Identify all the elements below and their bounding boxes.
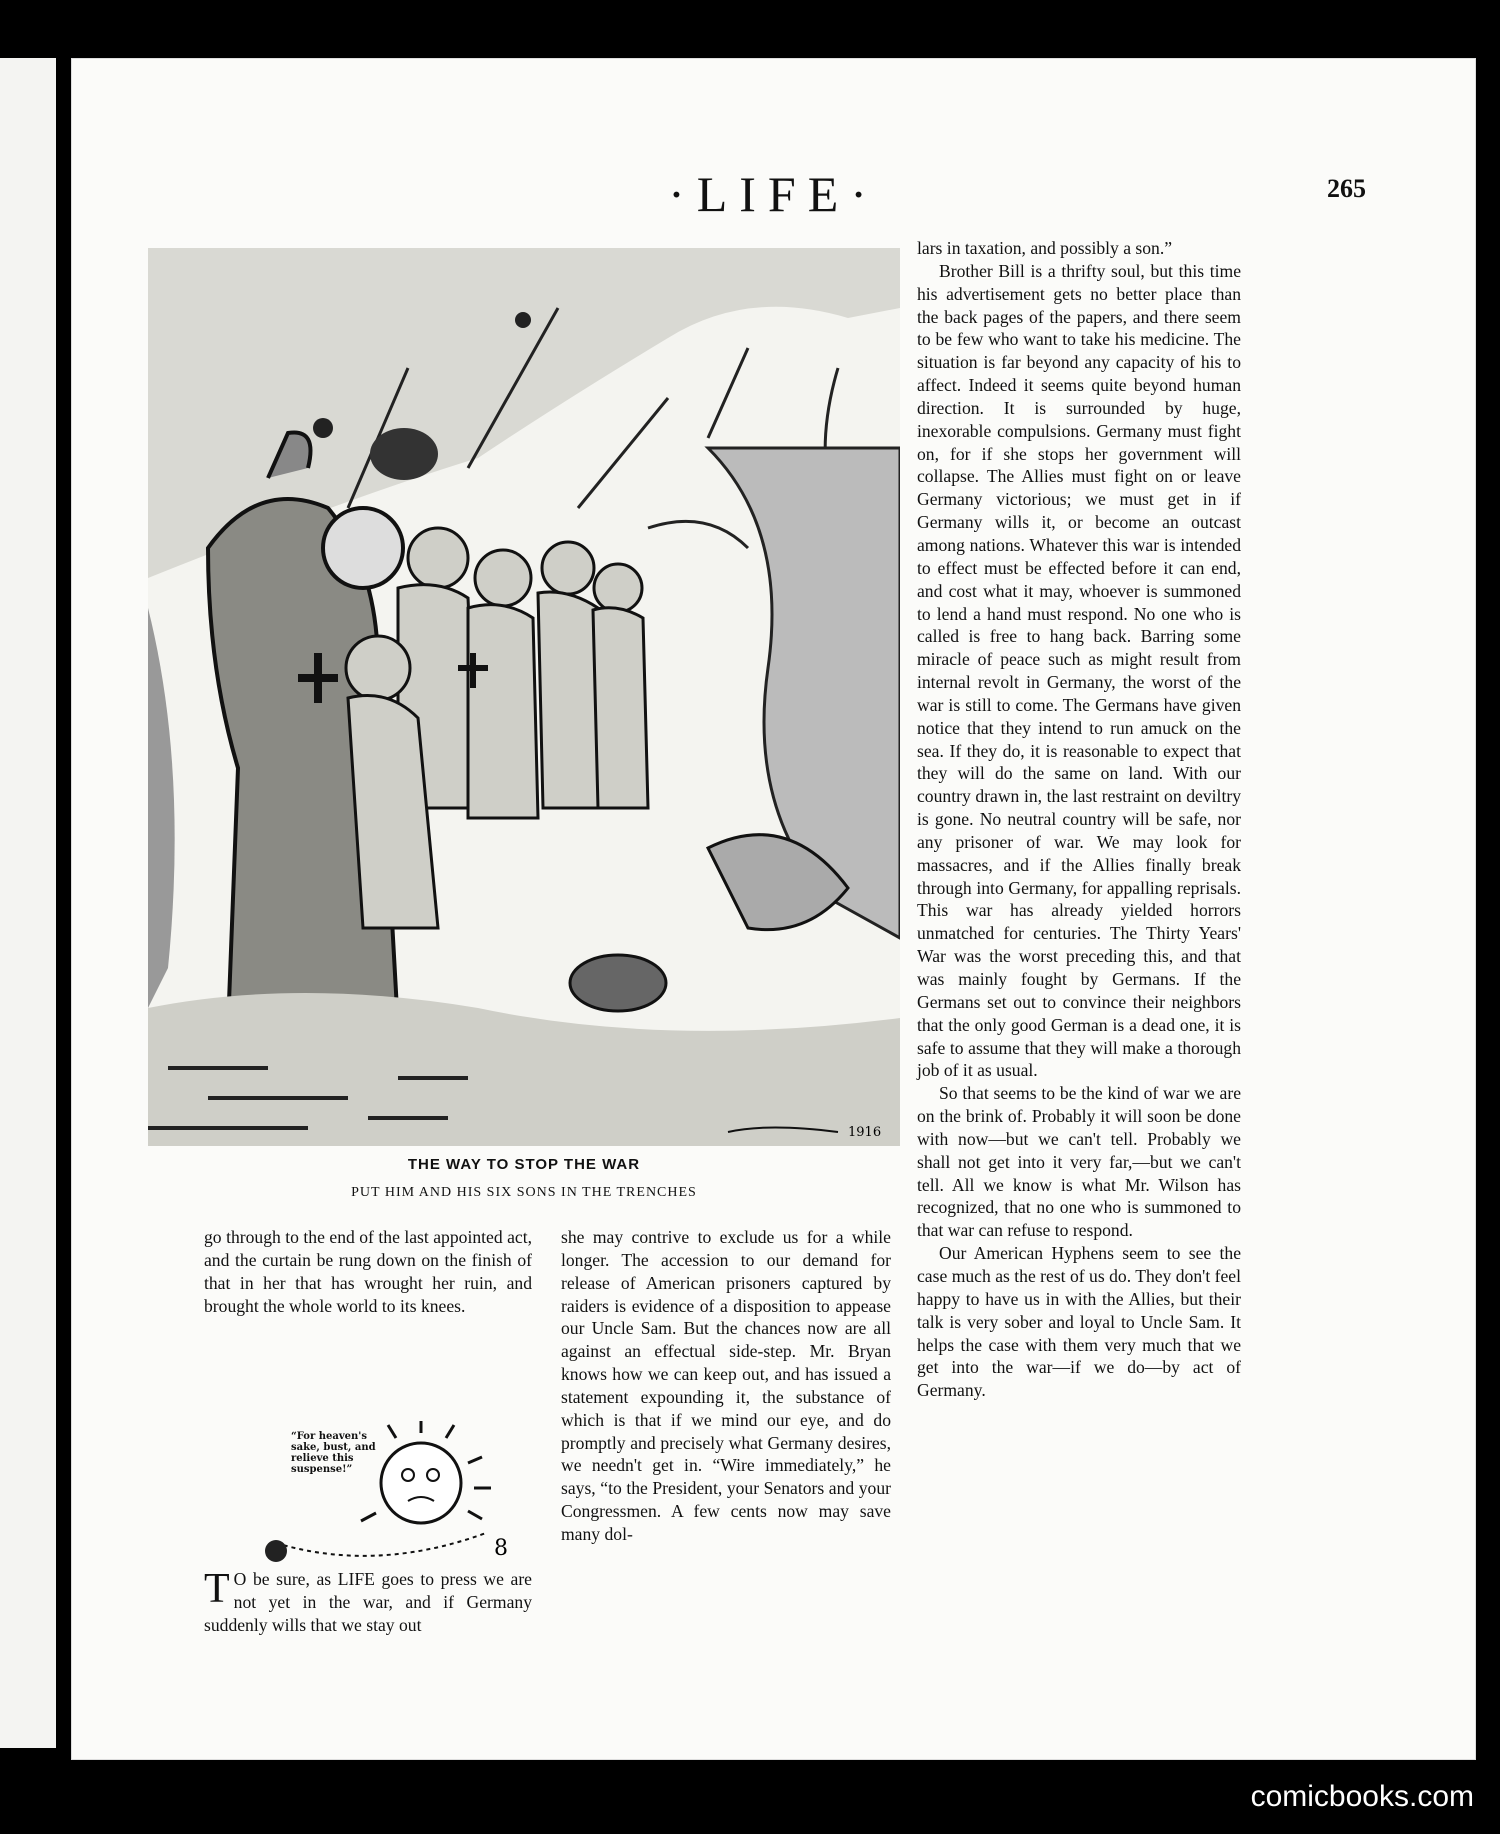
drop-cap: T [204,1566,230,1612]
masthead: ·LIFE· [668,166,879,222]
paragraph: Brother Bill is a thrifty soul, but this time his advertisement gets no better place than the back pages of the papers, and there seem to be few who want to take his medicine. The situation is far beyond any capacity of his to affect. Indeed it seems quite beyond human direction. It is surrounded by huge, inexorable compulsions. Germany must fight on, for if she stops her government will collapse. The Allies must fight on or leave Germany victorious; we must get in if Germany wills it, or become an outcast among nations. Whatever this war is intended to effect must be effected before it can end, and cost what it may, whoever is summoned to lend a hand must respond. No one who is called is free to hang back. Barring some miracle of peace such as might result from internal revolt in Germany, the worst of the war is still to come. The Germans have given notice that they intend to run amuck on the sea. If they do, it is reasonable to expect that they will do the same on land. With our country drawn in, the last restraint on deviltry is gone. No neutral country will be safe, nor any prisoner of war. We may look for massacres, and if the Allies finally break through into Germany, for appalling reprisals. This war has already yielded horrors unmatched for centuries. The Thirty Years' War was the worst preceding this, and that was mainly fought by Germans. If the Germans set out to convince their neighbors that the only good German is a dead one, it is safe to assume that they will make a thorough job of it as usual. [917,260,1241,1081]
article-left-column-bottom [204,1568,532,1637]
earth-suspense-spot-cartoon [236,1413,536,1568]
cartoon-caption-title: THE WAY TO STOP THE WAR [407,1156,641,1173]
war-cartoon-illustration [148,248,900,1146]
paragraph: So that seems to be the kind of war we are on the brink of. Probably it will soon be done with now—but we can't tell. Probably we shall not get into it very far,—but we can't tell. All we know is what Mr. Wilson has recognized, that no one who is summoned to that war can refuse to respond. [917,1083,1241,1241]
page-number: 265 [1327,174,1366,203]
paragraph: go through to the end of the last appointed act, and the curtain be rung down on the finish of that in her that has wrought her ruin, and brought the whole world to its knees. [204,1227,532,1316]
cartoon-caption-subtitle: PUT HIM AND HIS SIX SONS IN THE TRENCHES [351,1185,697,1200]
artist-signature: 1916 [848,1125,882,1140]
paragraph-text: O be sure, as LIFE goes to press we are not yet in the war, and if Germany suddenly wills that we stay out [204,1569,532,1635]
paragraph: Our American Hyphens seem to see the case much as the rest of us do. They don't feel happy to have us in with the Allies, but their talk is very sober and loyal to Uncle Sam. It helps the case with them very much that we get into the war—if we do—by act of Germany. [917,1243,1241,1401]
site-watermark: comicbooks.com [1250,1780,1474,1813]
paragraph: she may contrive to exclude us for a while longer. The accession to our demand for release of American prisoners captured by raiders is evidence of a disposition to appease our Uncle Sam. But the chances now are all against an effectual side-step. Mr. Bryan knows how we can keep out, and has issued a statement expounding it, the substance of which is that if we mind our eye, and do promptly and precisely what Germany desires, we needn't get in. “Wire immediately,” he says, “to the President, your Senators and your Congressmen. A few cents now may save many dol- [561,1227,891,1544]
spot-cartoon-speech: “For heaven's sake, bust, and relieve this suspense!” [291,1431,376,1475]
article-right-column [917,237,1241,1402]
svg-text:8: 8 [494,1536,508,1561]
article-middle-column [561,1226,891,1546]
paragraph [204,1568,532,1637]
magazine-page [71,58,1476,1760]
article-left-column-top [204,1226,532,1317]
paragraph: lars in taxation, and possibly a son.” [917,238,1173,258]
adjacent-page-edge [0,58,56,1748]
